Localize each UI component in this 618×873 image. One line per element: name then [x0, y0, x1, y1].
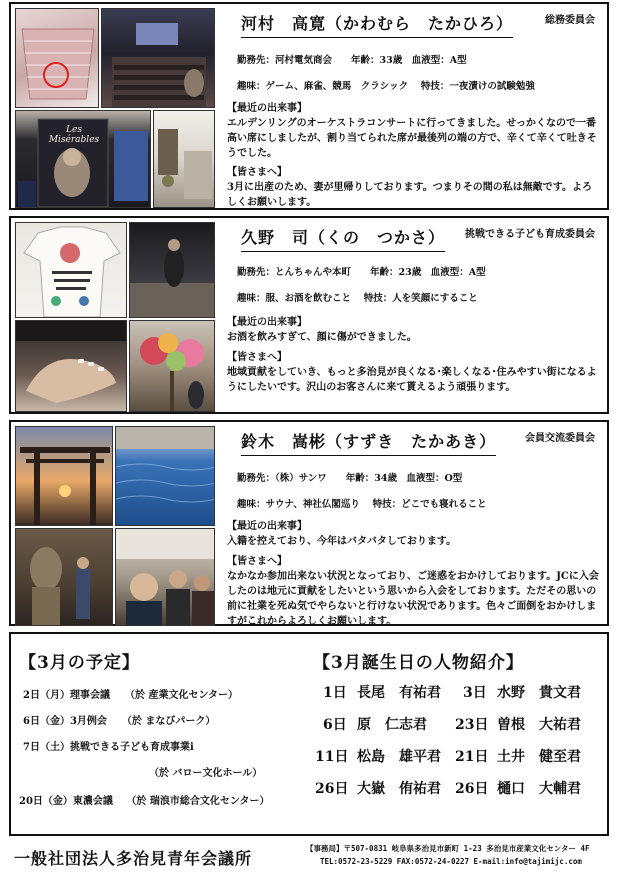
birthday-day: 26日	[315, 781, 349, 797]
birthday-name: 土井 健至君	[497, 749, 581, 765]
committee-label: 挑戦できる子ども育成委員会	[465, 229, 595, 240]
torii-gate-photo	[15, 426, 113, 526]
hobby-line: 趣味：服、お酒を飲むこと 特技：人を笑顔にすること	[237, 293, 478, 304]
message-section	[227, 165, 601, 210]
schedule-birthday-box	[9, 632, 609, 836]
office-contact: TEL:0572-23-5229 FAX:0572-24-0227 E-mail:info@tajimijc.com	[320, 857, 582, 866]
member-name: 河村 高寛（かわむら たかひろ）	[241, 12, 513, 38]
message-text: 地域貢献をしていき、もっと多治見が良くなる･楽しくなる･住みやすい街になるようにしたいです。沢山のお客さんに来て貰えるよう頑張ります。	[227, 367, 597, 393]
concert-seat-map-photo	[15, 8, 99, 108]
birthday-day: 6日	[323, 717, 347, 733]
lobby-photo	[153, 110, 215, 208]
birthday-name: 水野 貴文君	[497, 685, 581, 701]
hobby-line: 趣味：サウナ、神社仏閣巡り 特技：どこでも寝れること	[237, 499, 487, 510]
birthday-name: 原 仁志君	[357, 717, 427, 733]
member-info	[219, 426, 601, 627]
schedule-title: 【3月の予定】	[19, 653, 140, 673]
birthday-name: 曽根 大祐君	[497, 717, 581, 733]
member-card-suzuki	[9, 420, 609, 626]
schedule-item: 20日（金）東濃会議 （於 瑞浪市総合文化センター）	[19, 796, 270, 807]
person-outdoor-photo	[129, 222, 215, 318]
group-selfie-photo	[115, 528, 215, 626]
birthday-name: 松島 雄平君	[357, 749, 441, 765]
birthday-name: 長尾 有祐君	[357, 685, 441, 701]
recent-section	[227, 519, 601, 549]
message-heading: 【皆さまへ】	[227, 556, 287, 567]
concert-hall-photo	[101, 8, 215, 108]
recent-heading: 【最近の出来事】	[227, 103, 307, 114]
recent-heading: 【最近の出来事】	[227, 317, 307, 328]
recent-section	[227, 315, 601, 345]
work-line: 勤務先：とんちゃんや本町 年齢：23歳 血液型：A型	[237, 267, 486, 278]
committee-label: 総務委員会	[545, 15, 595, 26]
birthday-day: 3日	[463, 685, 487, 701]
hobby-line: 趣味：ゲーム、麻雀、競馬 クラシック 特技：一夜漬けの試験勉強	[237, 81, 535, 92]
birthday-name: 樋口 大輔君	[497, 781, 581, 797]
office-address: 【事務局】〒507-0831 岐阜県多治見市新町 1-23 多治見市産業文化センター 4F	[306, 844, 590, 853]
birthday-day: 1日	[323, 685, 347, 701]
buddha-statue-photo	[15, 528, 113, 626]
recent-text: 入籍を控えており、今年はバタバタしております。	[227, 536, 457, 547]
member-name: 久野 司（くの つかさ）	[241, 226, 445, 252]
schedule-item: 2日（月）理事会議 （於 産業文化センター）	[23, 690, 239, 701]
birthday-title: 【3月誕生日の人物紹介】	[313, 653, 524, 673]
message-section	[227, 554, 601, 629]
birthday-day: 26日	[455, 781, 489, 797]
pool-photo	[115, 426, 215, 526]
birthday-day: 11日	[315, 749, 349, 765]
message-text: 3月に出産のため、妻が里帰りしております。つまりその間の私は無敵です。よろしくお願いします。	[227, 182, 592, 208]
schedule-item: （於 バロー文化ホール）	[149, 768, 263, 779]
birthday-name: 大嶽 侑祐君	[357, 781, 441, 797]
recent-section	[227, 101, 601, 161]
message-heading: 【皆さまへ】	[227, 167, 287, 178]
birthday-day: 23日	[455, 717, 489, 733]
work-line: 勤務先：河村電気商会 年齢：33歳 血液型：A型	[237, 55, 467, 66]
les-miserables-poster-photo	[15, 110, 151, 208]
recent-text: エルデンリングのオーケストラコンサートに行ってきました。せっかくなので一番高い席にしましたが、割り当てられた席が最後列の端の方で、辛くて辛くて吐きそうでした。	[227, 118, 597, 159]
schedule-item: 7日（土）挑戦できる子ども育成事業ⅰ	[23, 742, 194, 753]
message-text: なかなか参加出来ない状況となっており、ご迷惑をおかけしております。JCに入会したのは地元に貢献をしたいという思いから入会をしております。ただその思いの前に社業を死ぬ気でやらないと行けない状況であります。色々ご面倒をおかけしますがこれからよろしくお願いします。	[227, 571, 599, 627]
message-heading: 【皆さまへ】	[227, 352, 287, 363]
member-card-kawamura	[9, 2, 609, 210]
poster-title: Les Misérables	[48, 125, 100, 145]
member-name: 鈴木 嵩彬（すずき たかあき）	[241, 430, 496, 456]
committee-label: 会員交流委員会	[525, 433, 595, 444]
tshirt-photo	[15, 222, 127, 318]
recent-heading: 【最近の出来事】	[227, 521, 307, 532]
organization-name: 一般社団法人多治見青年会議所	[14, 849, 253, 868]
birthday-day: 21日	[455, 749, 489, 765]
schedule-item: 6日（金）3月例会 （於 まなびパーク）	[23, 716, 216, 727]
recent-text: お酒を飲みすぎて、顔に傷ができました。	[227, 332, 417, 343]
hand-photo	[15, 320, 127, 412]
member-card-kuno	[9, 216, 609, 414]
member-info	[219, 222, 601, 408]
work-line: 勤務先：（株）サンワ 年齢：34歳 血液型：O型	[237, 473, 463, 484]
flower-stand-photo	[129, 320, 215, 412]
message-section	[227, 350, 601, 395]
member-info	[219, 8, 601, 208]
